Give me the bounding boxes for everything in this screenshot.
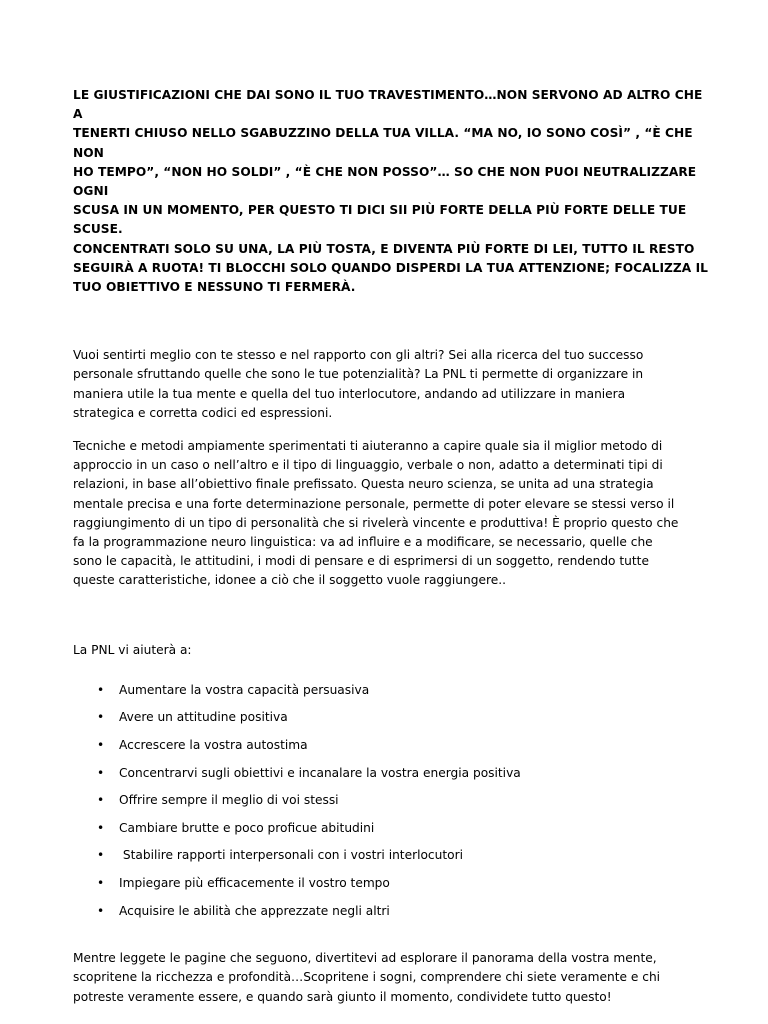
list-item-text: Offrire sempre il meglio di voi stessi (119, 793, 339, 808)
list-item (73, 791, 708, 819)
closing-paragraph: Mentre leggete le pagine che seguono, divertitevi ad esplorare il panorama della vostra mente, scopritene la ricchezza e profondità…Scopritene i sogni, comprendere chi siete veramente e chi potreste veramente essere, e quando sarà giunto il momento, condividete tutto questo! (73, 951, 661, 1004)
list-item (73, 874, 708, 902)
list-item-text: Cambiare brutte e poco proficue abitudini (119, 820, 375, 835)
list-item-text: Impiegare più efficacemente il vostro tempo (119, 876, 390, 891)
list-item (73, 708, 708, 736)
list-item-text: Aumentare la vostra capacità persuasiva (119, 682, 370, 697)
list-item (73, 846, 708, 874)
bullet-icon: • (97, 876, 105, 891)
list-intro: La PNL vi aiuterà a: (73, 642, 192, 657)
benefits-list (73, 681, 708, 929)
bullet-icon: • (97, 820, 105, 835)
list-item-text: Stabilire rapporti interpersonali con i vostri interlocutori (119, 848, 463, 863)
list-item (73, 681, 708, 709)
list-item-text: Acquisire le abilità che apprezzate negli altri (119, 903, 390, 918)
body-paragraph: Tecniche e metodi ampiamente sperimentati ti aiuteranno a capire quale sia il miglior metodo di approccio in un caso o nell’altro e il tipo di linguaggio, verbale o non, adatto a determinati tipi di relazioni, in base all’obiettivo finale prefissato. Questa neuro scienza, se unita ad una strategia mentale precisa e una forte determinazione personale, permette di poter elevare se stessi verso il raggiungimento di un tipo di personalità che si rivelerà vincente e produttiva! È proprio questo che fa la programmazione neuro linguistica: va ad influire e a modificare, se necessario, quelle che sono le capacità, le attitudini, i modi di pensare e di esprimersi di un soggetto, rendendo tutte queste caratteristiche, idonee a ciò che il soggetto vuole raggiungere.. (73, 439, 679, 588)
intro-paragraph: Vuoi sentirti meglio con te stesso e nel rapporto con gli altri? Sei alla ricerca del tuo successo personale sfruttando quelle che sono le tue potenzialità? La PNL ti permette di organizzare in maniera utile la tua mente e quella del tuo interlocutore, andando ad utilizzare in maniera strategica e corretta codici ed espressioni. (73, 348, 644, 420)
list-item-text: Concentrarvi sugli obiettivi e incanalare la vostra energia positiva (119, 765, 521, 780)
list-item (73, 736, 708, 764)
list-item (73, 902, 708, 930)
list-item (73, 819, 708, 847)
headline-paragraph: LE GIUSTIFICAZIONI CHE DAI SONO IL TUO TRAVESTIMENTO…NON SERVONO AD ALTRO CHE A TENERTI CHIUSO NELLO SGABUZZINO DELLA TUA VILLA. “MA NO, IO SONO COSÌ” , “È CHE NON HO TEMPO”, “NON HO SOLDI” , “È CHE NON POSSO”… SO CHE NON PUOI NEUTRALIZZARE OGNI SCUSA IN UN MOMENTO, PER QUESTO TI DICI SII PIÙ FORTE DELLA PIÙ FORTE DELLE TUE SCUSE. CONCENTRATI SOLO SU UNA, LA PIÙ TOSTA, E DIVENTA PIÙ FORTE DI LEI, TUTTO IL RESTO SEGUIRÀ A RUOTA! TI BLOCCHI SOLO QUANDO DISPERDI LA TUA ATTENZIONE; FOCALIZZA IL TUO OBIETTIVO E NESSUNO TI FERMERÀ. (73, 88, 708, 295)
list-item-text: Accrescere la vostra autostima (119, 738, 308, 753)
bullet-icon: • (97, 848, 105, 863)
bullet-icon: • (97, 710, 105, 725)
list-item (73, 764, 708, 792)
list-item-text: Avere un attitudine positiva (119, 710, 288, 725)
bullet-icon: • (97, 903, 105, 918)
bullet-icon: • (97, 765, 105, 780)
bullet-icon: • (97, 738, 105, 753)
bullet-icon: • (97, 682, 105, 697)
bullet-icon: • (97, 793, 105, 808)
